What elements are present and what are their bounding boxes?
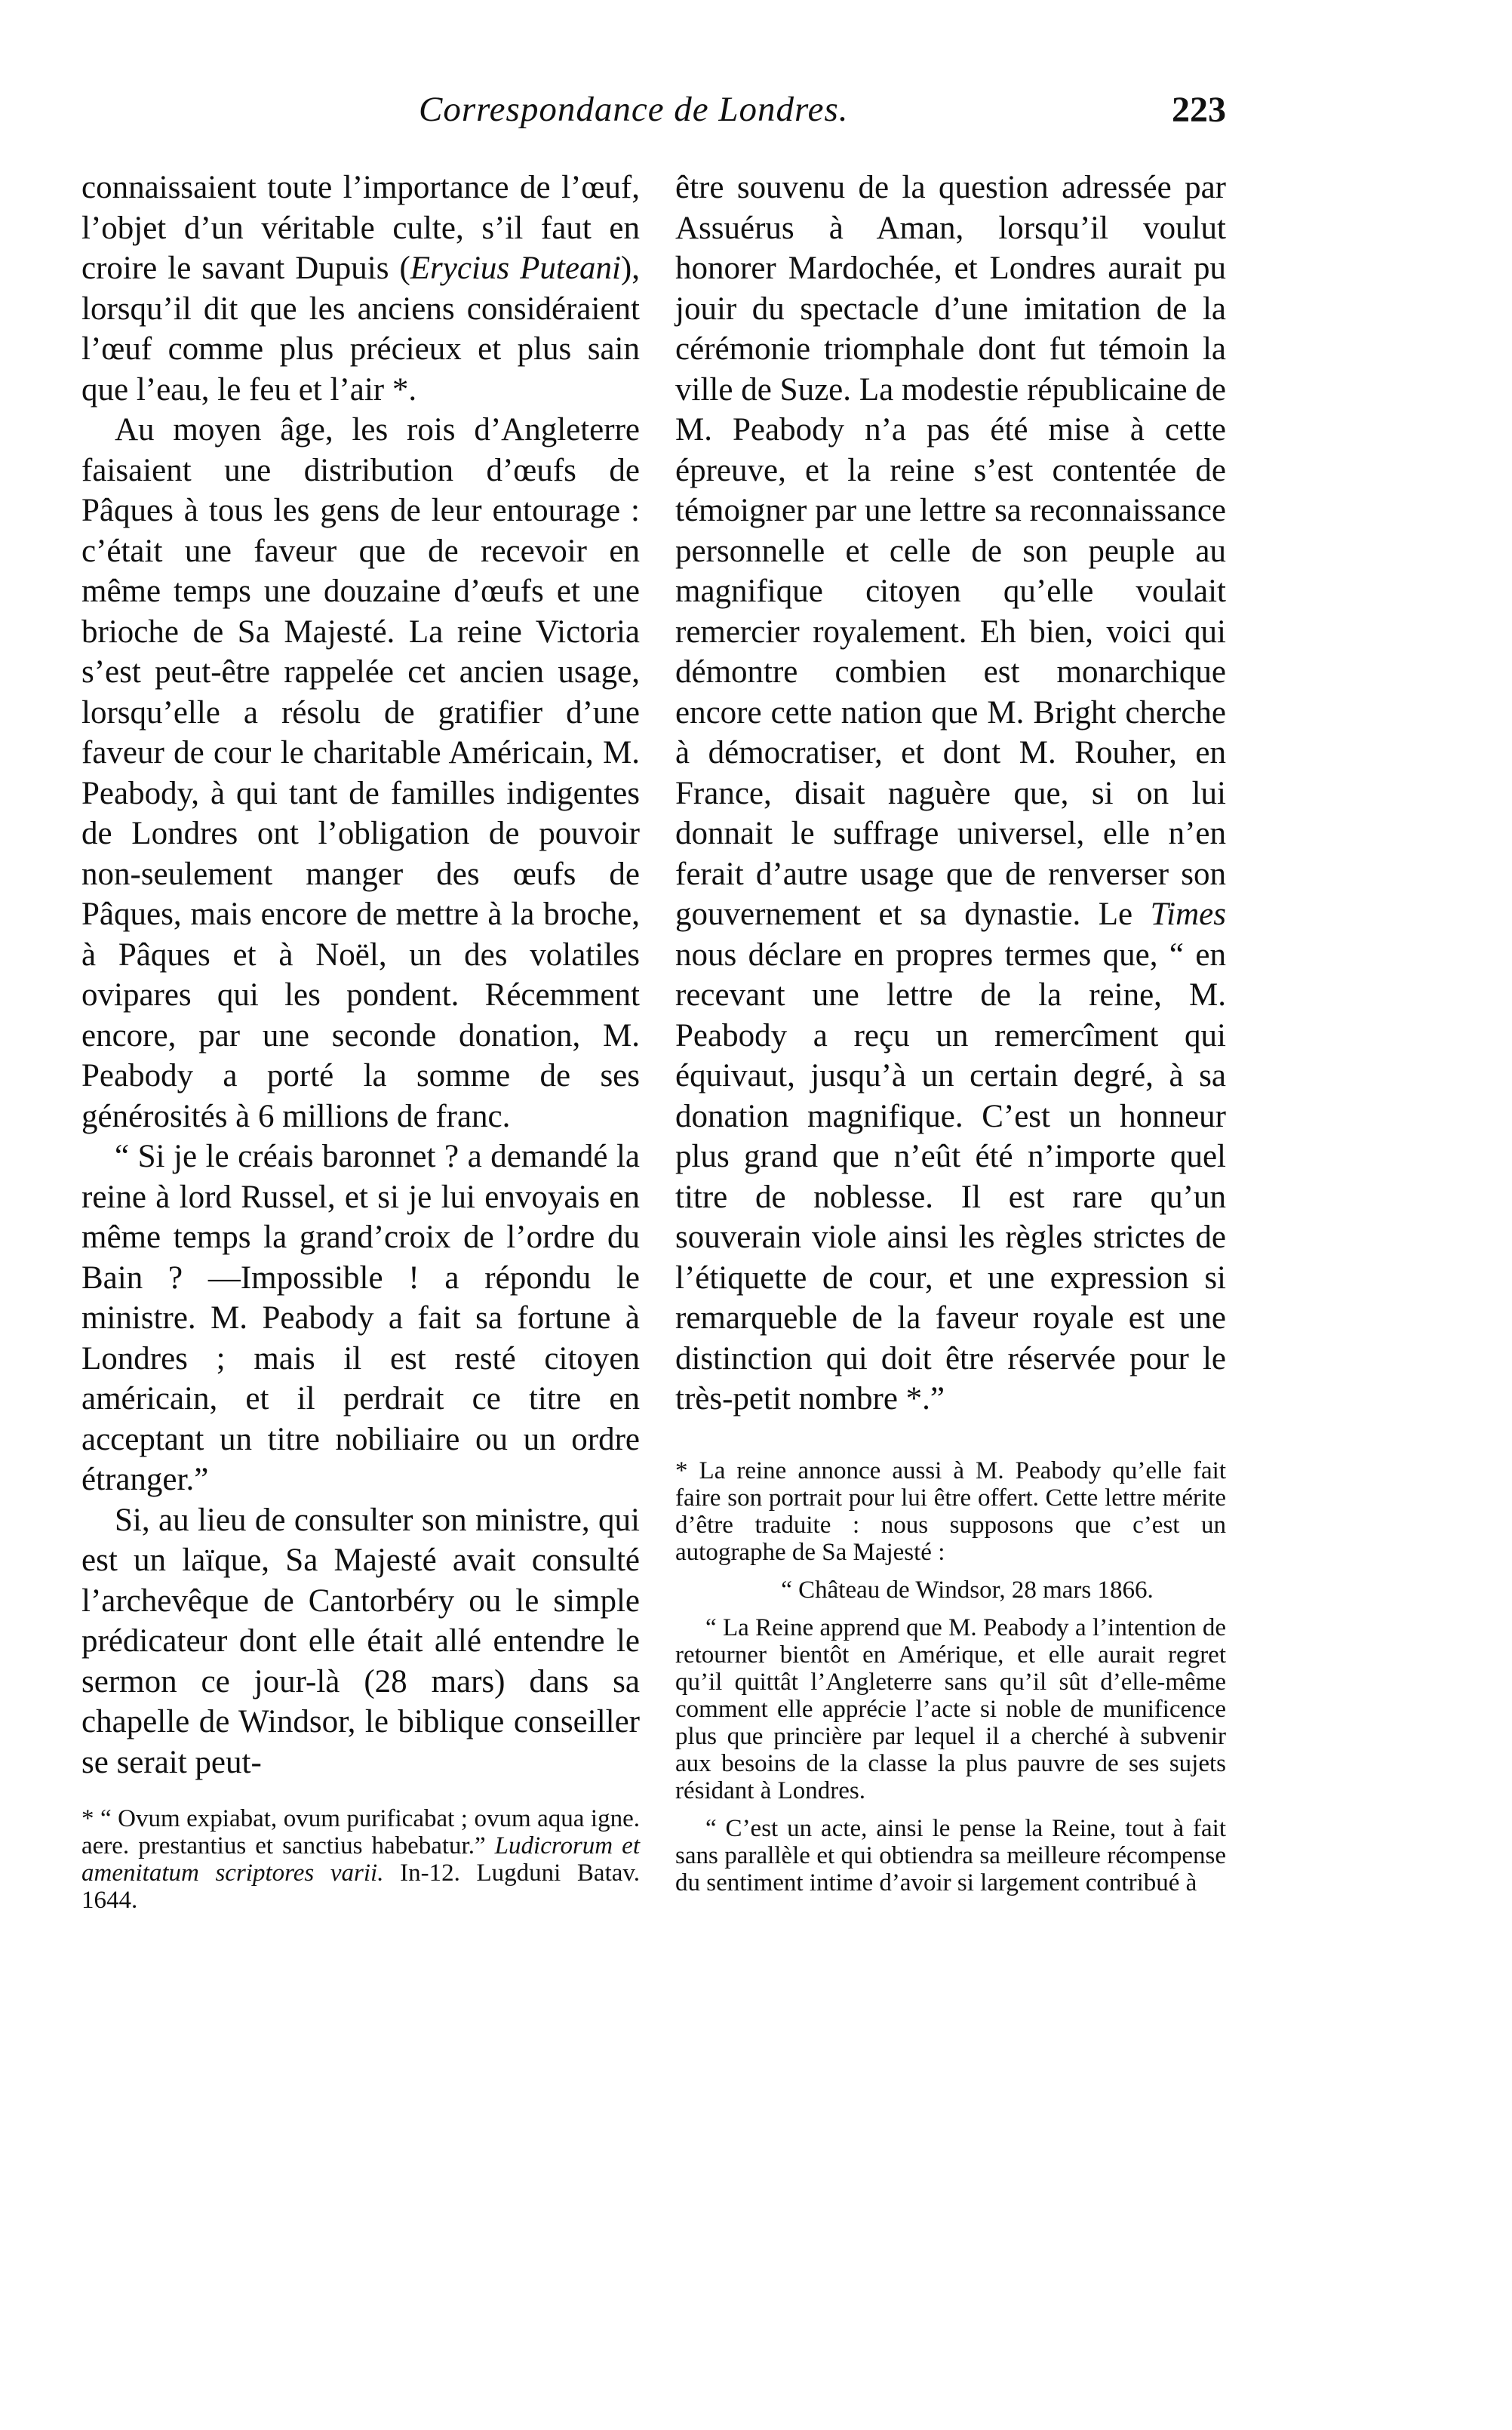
italic-citation: Ludicrorum et amenitatum scriptores varii. — [81, 1832, 640, 1887]
right-column — [675, 168, 1226, 1896]
italic-newspaper-name: Times — [1150, 897, 1226, 932]
letter-paragraph: “ C’est un acte, ainsi le pense la Reine, tout à fait sans parallèle et qui obtiendra sa meilleure récompense du sentiment intime d’avoir si largement contribué à — [675, 1814, 1226, 1896]
text-run: connaissaient toute l’importance de l’œuf, l’objet d’un véritable culte, s’il faut en croire le savant Dupuis ( — [81, 170, 640, 286]
footnote-right — [675, 1457, 1226, 1896]
paragraph: Au moyen âge, les rois d’Angleterre faisaient une distribution d’œufs de Pâques à tous les gens de leur entourage : c’était une faveur que de recevoir en même temps une douzaine d’œufs et une brioche de Sa Majesté. La reine Victoria s’est peut-être rappelée cet ancien usage, lorsqu’elle a résolu de gratifier d’une faveur de cour le charitable Américain, M. Peabody, à qui tant de familles indigentes de Londres ont l’obligation de pouvoir non-seulement manger des œufs de Pâques, mais encore de mettre à la broche, à Pâques et à Noël, un des volatiles ovipares qui les pondent. Récemment encore, par une seconde donation, M. Peabody a porté la somme de ses générosités à 6 millions de franc. — [81, 412, 640, 1134]
running-title: Correspondance de Londres. — [419, 90, 849, 129]
paragraph — [675, 168, 1226, 1420]
page-number: 223 — [1172, 90, 1226, 130]
paragraph — [81, 168, 640, 410]
paragraph: Si, au lieu de consulter son ministre, qui est un laïque, Sa Majesté avait consulté l’archevêque de Cantorbéry ou le simple prédicateur dont elle était allé entendre le sermon ce jour-là (28 mars) dans sa chapelle de Windsor, le biblique conseiller se serait peut- — [81, 1502, 640, 1780]
text-run: In-12. Lugduni Batav. 1644. — [81, 1859, 641, 1914]
letter-paragraph: “ La Reine apprend que M. Peabody a l’intention de retourner bientôt en Amérique, et elle aurait regret qu’il quittât l’Angleterre sans qu’il sût d’elle-même comment elle apprécie l’acte si noble de munificence plus que princière par lequel il a cherché à subvenir aux besoins de la classe la plus pauvre de ses sujets résidant à Londres. — [675, 1613, 1226, 1804]
text-run: nous déclare en propres termes que, “ en recevant une lettre de la reine, M. Peabody a reçu un remercîment qui équivaut, jusqu’à un certain degré, à sa donation magnifique. C’est un honneur plus grand que n’eût été n’importe quel titre de noblesse. Il est rare qu’un souverain viole ainsi les règles strictes de l’étiquette de cour, et une expression si remarqueble de la faveur royale est une distinction qui doit être réservée pour le très-petit nombre *.” — [675, 937, 1226, 1416]
italic-citation: Erycius Puteani — [410, 251, 621, 286]
footnote-left — [81, 1805, 640, 1914]
letter-dateline: “ Château de Windsor, 28 mars 1866. — [781, 1576, 1154, 1604]
footnote-text — [81, 1805, 640, 1914]
text-run: * “ Ovum expiabat, ovum purificabat ; ovum aqua igne. aere. prestantius et sanctius habebatur.” — [81, 1805, 640, 1859]
running-head — [0, 89, 1226, 142]
paragraph: “ Si je le créais baronnet ? a demandé la reine à lord Russel, et si je lui envoyais en même temps la grand’croix de l’ordre du Bain ? —Impossible ! a répondu le ministre. M. Peabody a fait sa fortune à Londres ; mais il est resté citoyen américain, et il perdrait ce titre en acceptant un titre nobiliaire ou un ordre étranger.” — [81, 1139, 640, 1497]
text-run: être souvenu de la question adressée par Assuérus à Aman, lorsqu’il voulut honorer Mardochée, et Londres aurait pu jouir du spectacle d’une imitation de la cérémonie triomphale dont fut témoin la ville de Suze. La modestie républicaine de M. Peabody n’a pas été mise à cette épreuve, et la reine s’est contentée de témoigner par une lettre sa reconnaissance personnelle et celle de son peuple au magnifique citoyen qu’elle voulait remercier royalement. Eh bien, voici qui démontre combien est monarchique encore cette nation que M. Bright cherche à démocratiser, et dont M. Rouher, en France, disait naguère que, si on lui donnait le suffrage universel, elle n’en ferait d’autre usage que de renverser son gouvernement et sa dynastie. Le — [675, 170, 1226, 932]
text-run: ), lorsqu’il dit que les anciens considéraient l’œuf comme plus précieux et plus sain que l’eau, le feu et l’air *. — [81, 251, 640, 408]
footnote-intro: * La reine annonce aussi à M. Peabody qu’elle fait faire son portrait pour lui être offert. Cette lettre mérite d’être traduite : nous supposons que c’est un autographe de Sa Majesté : — [675, 1456, 1226, 1566]
left-column — [81, 168, 640, 1914]
